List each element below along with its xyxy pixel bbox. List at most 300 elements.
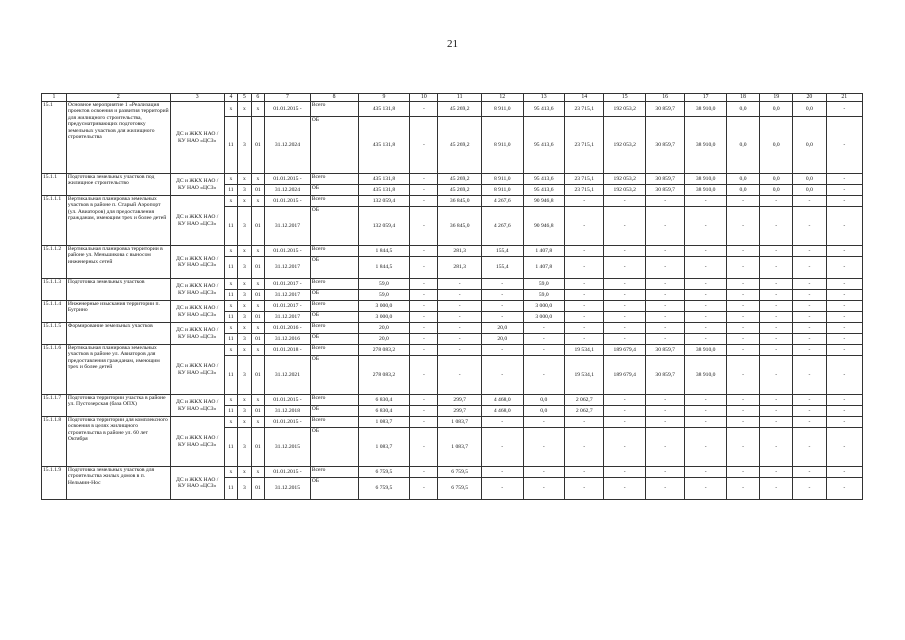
value-cell: - [793, 406, 826, 417]
code-cell: 01 [251, 478, 264, 500]
value-cell: - [565, 207, 604, 246]
value-cell: - [410, 323, 438, 334]
funding-source: ОБ [310, 207, 358, 246]
value-cell: - [726, 279, 759, 290]
period-cell: 31.12.2017 [265, 207, 311, 246]
value-cell: - [760, 312, 793, 323]
table-row [42, 279, 863, 290]
value-cell: - [826, 428, 862, 467]
value-cell: - [481, 478, 523, 500]
value-cell: 19 534,1 [565, 356, 604, 395]
funding-source: ОБ [310, 478, 358, 500]
value-cell: 155,4 [481, 257, 523, 279]
column-header: 6 [251, 94, 264, 102]
code-cell: 11 [224, 257, 237, 279]
value-cell: - [523, 323, 565, 334]
code-cell: 11 [224, 290, 237, 301]
value-cell: 38 910,0 [685, 174, 727, 185]
value-cell: 0,0 [726, 117, 759, 174]
value-cell: - [438, 356, 482, 395]
value-cell: - [685, 290, 727, 301]
value-cell: - [523, 334, 565, 345]
value-cell: - [760, 207, 793, 246]
value-cell: 3 000,0 [523, 301, 565, 312]
period-cell: 31.12.2017 [265, 290, 311, 301]
value-cell: - [645, 334, 684, 345]
funding-source: Всего [310, 301, 358, 312]
value-cell: - [645, 301, 684, 312]
value-cell: - [410, 417, 438, 428]
code-cell: х [238, 345, 251, 356]
table-row [42, 323, 863, 334]
column-header: 5 [238, 94, 251, 102]
value-cell: 38 910,0 [685, 117, 727, 174]
value-cell: - [645, 323, 684, 334]
code-cell: х [224, 345, 237, 356]
value-cell: - [438, 323, 482, 334]
value-cell: 30 859,7 [645, 345, 684, 356]
value-cell: 8 911,0 [481, 102, 523, 117]
value-cell: 281,3 [438, 257, 482, 279]
value-cell: - [685, 417, 727, 428]
value-cell: - [685, 301, 727, 312]
value-cell: - [793, 246, 826, 257]
value-cell: 155,4 [481, 246, 523, 257]
value-cell: - [726, 356, 759, 395]
code-cell: 01 [251, 207, 264, 246]
value-cell: - [826, 301, 862, 312]
value-cell: 192 053,2 [604, 185, 646, 196]
value-cell: - [645, 246, 684, 257]
executor: ДС и ЖКХ НАО / КУ НАО «ЦСЗ» [170, 102, 224, 174]
funding-source: ОБ [310, 185, 358, 196]
value-cell: 23 715,1 [565, 185, 604, 196]
value-cell: 6 830,4 [358, 406, 410, 417]
executor: ДС и ЖКХ НАО / КУ НАО «ЦСЗ» [170, 467, 224, 500]
value-cell: - [726, 207, 759, 246]
activity-name: Подготовка территории участка в районе ул. Пустозерская (база ОПХ) [66, 395, 170, 417]
code-cell: 01 [251, 406, 264, 417]
value-cell: 45 269,2 [438, 102, 482, 117]
value-cell: - [826, 290, 862, 301]
value-cell: - [565, 246, 604, 257]
column-header: 20 [793, 94, 826, 102]
value-cell: - [523, 478, 565, 500]
code-cell: х [251, 467, 264, 478]
value-cell: 192 053,2 [604, 117, 646, 174]
code-cell: 11 [224, 356, 237, 395]
table-row [42, 246, 863, 257]
row-number: 15.1.1.9 [42, 467, 67, 500]
value-cell: 23 715,1 [565, 174, 604, 185]
value-cell: - [410, 185, 438, 196]
code-cell: х [224, 102, 237, 117]
value-cell: - [685, 467, 727, 478]
value-cell: - [726, 428, 759, 467]
value-cell: - [826, 478, 862, 500]
value-cell: 299,7 [438, 395, 482, 406]
row-number: 15.1.1.4 [42, 301, 67, 323]
value-cell: - [410, 102, 438, 117]
value-cell: - [645, 406, 684, 417]
column-header: 10 [410, 94, 438, 102]
value-cell: - [826, 102, 862, 117]
period-cell: 31.12.2018 [265, 406, 311, 417]
value-cell: 192 053,2 [604, 102, 646, 117]
code-cell: х [238, 417, 251, 428]
activity-name: Подготовка земельных участков [66, 279, 170, 301]
value-cell: 278 083,2 [358, 356, 410, 395]
period-cell: 31.12.2015 [265, 428, 311, 467]
code-cell: 11 [224, 428, 237, 467]
value-cell: - [685, 428, 727, 467]
value-cell: - [826, 334, 862, 345]
value-cell: 95 413,6 [523, 117, 565, 174]
code-cell: х [251, 196, 264, 207]
value-cell: - [645, 428, 684, 467]
executor: ДС и ЖКХ НАО / КУ НАО «ЦСЗ» [170, 345, 224, 395]
value-cell: - [410, 312, 438, 323]
value-cell: 435 131,8 [358, 117, 410, 174]
value-cell: 6 759,5 [438, 467, 482, 478]
value-cell: - [604, 417, 646, 428]
value-cell: - [645, 395, 684, 406]
value-cell: 1 083,7 [438, 428, 482, 467]
row-number: 15.1.1.6 [42, 345, 67, 395]
value-cell: 30 859,7 [645, 185, 684, 196]
column-header: 16 [645, 94, 684, 102]
code-cell: х [238, 174, 251, 185]
table-row [42, 395, 863, 406]
value-cell: - [645, 257, 684, 279]
value-cell: - [685, 196, 727, 207]
value-cell: - [410, 428, 438, 467]
value-cell: - [793, 417, 826, 428]
value-cell: - [410, 196, 438, 207]
value-cell: 435 131,8 [358, 185, 410, 196]
value-cell: - [826, 356, 862, 395]
value-cell: - [685, 207, 727, 246]
row-number: 15.1.1.8 [42, 417, 67, 467]
value-cell: - [604, 334, 646, 345]
code-cell: х [224, 323, 237, 334]
code-cell: 3 [238, 356, 251, 395]
code-cell: х [238, 323, 251, 334]
code-cell: 01 [251, 428, 264, 467]
value-cell: 38 910,0 [685, 345, 727, 356]
code-cell: 01 [251, 185, 264, 196]
value-cell: - [760, 323, 793, 334]
value-cell: - [826, 406, 862, 417]
period-cell: 31.12.2024 [265, 117, 311, 174]
value-cell: - [438, 279, 482, 290]
table-row [42, 301, 863, 312]
code-cell: х [224, 246, 237, 257]
code-cell: 11 [224, 117, 237, 174]
code-cell: 3 [238, 428, 251, 467]
column-header: 11 [438, 94, 482, 102]
value-cell: - [565, 279, 604, 290]
value-cell: 1 844,5 [358, 257, 410, 279]
value-cell: - [565, 467, 604, 478]
funding-source: Всего [310, 174, 358, 185]
value-cell: 30 859,7 [645, 102, 684, 117]
code-cell: 01 [251, 290, 264, 301]
period-cell: 01.01.2015 - [265, 395, 311, 406]
funding-source: Всего [310, 246, 358, 257]
value-cell: 1 083,7 [358, 428, 410, 467]
value-cell: - [793, 301, 826, 312]
value-cell: - [410, 334, 438, 345]
funding-source: ОБ [310, 257, 358, 279]
value-cell: - [410, 207, 438, 246]
value-cell: 0,0 [726, 174, 759, 185]
value-cell: - [826, 174, 862, 185]
value-cell: 20,0 [358, 323, 410, 334]
value-cell: 2 062,7 [565, 406, 604, 417]
value-cell: - [726, 345, 759, 356]
value-cell: - [760, 334, 793, 345]
value-cell: - [481, 345, 523, 356]
value-cell: - [410, 246, 438, 257]
value-cell: 23 715,1 [565, 117, 604, 174]
value-cell: 3 000,0 [358, 312, 410, 323]
row-number: 15.1.1 [42, 174, 67, 196]
value-cell: - [410, 174, 438, 185]
value-cell: - [685, 395, 727, 406]
value-cell: - [604, 395, 646, 406]
value-cell: 45 269,2 [438, 185, 482, 196]
value-cell: - [685, 312, 727, 323]
value-cell: 19 534,1 [565, 345, 604, 356]
code-cell: 11 [224, 478, 237, 500]
value-cell: - [604, 323, 646, 334]
value-cell: - [410, 395, 438, 406]
column-header: 9 [358, 94, 410, 102]
value-cell: - [645, 312, 684, 323]
value-cell: - [726, 406, 759, 417]
value-cell: - [726, 312, 759, 323]
value-cell: - [565, 334, 604, 345]
value-cell: - [793, 279, 826, 290]
value-cell: 0,0 [793, 117, 826, 174]
executor: ДС и ЖКХ НАО / КУ НАО «ЦСЗ» [170, 301, 224, 323]
value-cell: - [685, 323, 727, 334]
value-cell: - [645, 279, 684, 290]
code-cell: х [238, 246, 251, 257]
code-cell: 11 [224, 312, 237, 323]
value-cell: - [726, 301, 759, 312]
value-cell: - [523, 417, 565, 428]
value-cell: - [826, 417, 862, 428]
value-cell: - [410, 356, 438, 395]
table-row [42, 467, 863, 478]
value-cell: 30 859,7 [645, 117, 684, 174]
value-cell: - [565, 478, 604, 500]
value-cell: - [565, 312, 604, 323]
value-cell: - [481, 356, 523, 395]
value-cell: - [481, 428, 523, 467]
column-header: 7 [265, 94, 311, 102]
activity-name: Основное мероприятие 1 «Реализация проектов освоения и развития территорий для жилищного строительства, предусматривающих подготовку земельных участков для жилищного строительства [66, 102, 170, 174]
value-cell: 6 759,5 [358, 478, 410, 500]
value-cell: - [760, 395, 793, 406]
activity-name: Вертикальная планировка земельных участков в районе ул. Авиаторов для предоставления гражданам, имеющим трех и более детей [66, 345, 170, 395]
period-cell: 01.01.2017 - [265, 279, 311, 290]
activity-name: Инженерные изыскания территории п. Бугрино [66, 301, 170, 323]
code-cell: 3 [238, 257, 251, 279]
column-header: 19 [760, 94, 793, 102]
column-header: 13 [523, 94, 565, 102]
value-cell: 132 059,4 [358, 196, 410, 207]
value-cell: 4 267,6 [481, 207, 523, 246]
value-cell: - [726, 417, 759, 428]
value-cell: - [826, 117, 862, 174]
activity-name: Вертикальная планировка земельных участков в районе п. Старый Аэропорт (ул. Авиаторов) для предоставления гражданам, имеющим трех и более детей [66, 196, 170, 246]
code-cell: 11 [224, 185, 237, 196]
column-header: 1 [42, 94, 67, 102]
value-cell: 1 844,5 [358, 246, 410, 257]
executor: ДС и ЖКХ НАО / КУ НАО «ЦСЗ» [170, 246, 224, 279]
value-cell: - [726, 196, 759, 207]
header-row [42, 94, 863, 102]
value-cell: 189 679,4 [604, 356, 646, 395]
value-cell: 0,0 [793, 174, 826, 185]
value-cell: 6 759,5 [358, 467, 410, 478]
code-cell: х [224, 467, 237, 478]
value-cell: - [410, 467, 438, 478]
value-cell: 45 269,2 [438, 174, 482, 185]
value-cell: - [685, 257, 727, 279]
value-cell: 95 413,6 [523, 174, 565, 185]
value-cell: - [760, 417, 793, 428]
value-cell: 4 468,0 [481, 406, 523, 417]
value-cell: - [760, 428, 793, 467]
value-cell: - [685, 406, 727, 417]
value-cell: - [604, 279, 646, 290]
value-cell: 299,7 [438, 406, 482, 417]
value-cell: - [481, 301, 523, 312]
funding-source: Всего [310, 196, 358, 207]
period-cell: 31.12.2017 [265, 312, 311, 323]
value-cell: 20,0 [358, 334, 410, 345]
period-cell: 31.12.2021 [265, 356, 311, 395]
period-cell: 01.01.2017 - [265, 301, 311, 312]
value-cell: 59,0 [523, 279, 565, 290]
value-cell: - [604, 290, 646, 301]
code-cell: 3 [238, 478, 251, 500]
code-cell: 01 [251, 117, 264, 174]
code-cell: х [251, 246, 264, 257]
value-cell: - [793, 323, 826, 334]
value-cell: 435 131,8 [358, 174, 410, 185]
value-cell: - [604, 467, 646, 478]
value-cell: 8 911,0 [481, 174, 523, 185]
value-cell: 8 911,0 [481, 185, 523, 196]
code-cell: х [251, 174, 264, 185]
code-cell: х [251, 345, 264, 356]
value-cell: - [481, 290, 523, 301]
column-header: 17 [685, 94, 727, 102]
column-header: 8 [310, 94, 358, 102]
column-header: 3 [170, 94, 224, 102]
value-cell: - [438, 345, 482, 356]
value-cell: - [604, 312, 646, 323]
value-cell: 38 910,0 [685, 102, 727, 117]
column-header: 18 [726, 94, 759, 102]
value-cell: - [410, 290, 438, 301]
value-cell: - [760, 246, 793, 257]
funding-source: ОБ [310, 428, 358, 467]
executor: ДС и ЖКХ НАО / КУ НАО «ЦСЗ» [170, 323, 224, 345]
value-cell: - [645, 207, 684, 246]
column-header: 4 [224, 94, 237, 102]
funding-source: Всего [310, 102, 358, 117]
value-cell: - [793, 257, 826, 279]
value-cell: 23 715,1 [565, 102, 604, 117]
value-cell: 0,0 [760, 185, 793, 196]
value-cell: - [760, 406, 793, 417]
value-cell: - [645, 417, 684, 428]
value-cell: - [604, 196, 646, 207]
value-cell: - [410, 279, 438, 290]
value-cell: 1 083,7 [358, 417, 410, 428]
code-cell: х [251, 279, 264, 290]
row-number: 15.1.1.7 [42, 395, 67, 417]
value-cell: - [438, 312, 482, 323]
value-cell: 59,0 [358, 290, 410, 301]
value-cell: - [604, 257, 646, 279]
activity-name: Подготовка территории для комплексного освоения в целях жилищного строительства в районе ул. 60 лет Октября [66, 417, 170, 467]
value-cell: - [793, 196, 826, 207]
value-cell: - [685, 334, 727, 345]
row-number: 15.1 [42, 102, 67, 174]
period-cell: 31.12.2024 [265, 185, 311, 196]
code-cell: х [224, 301, 237, 312]
table-row [42, 196, 863, 207]
code-cell: х [251, 102, 264, 117]
value-cell: 3 000,0 [358, 301, 410, 312]
value-cell: 1 083,7 [438, 417, 482, 428]
value-cell: - [438, 290, 482, 301]
value-cell: - [438, 334, 482, 345]
value-cell: 2 062,7 [565, 395, 604, 406]
value-cell: - [645, 478, 684, 500]
column-header: 21 [826, 94, 862, 102]
column-header: 14 [565, 94, 604, 102]
code-cell: х [224, 174, 237, 185]
funding-source: Всего [310, 323, 358, 334]
period-cell: 01.01.2015 - [265, 417, 311, 428]
value-cell: - [826, 257, 862, 279]
value-cell: 1 407,8 [523, 246, 565, 257]
value-cell: - [410, 257, 438, 279]
value-cell: - [826, 196, 862, 207]
period-cell: 31.12.2015 [265, 478, 311, 500]
value-cell: 30 859,7 [645, 356, 684, 395]
code-cell: х [238, 196, 251, 207]
value-cell: 0,0 [760, 117, 793, 174]
executor: ДС и ЖКХ НАО / КУ НАО «ЦСЗ» [170, 417, 224, 467]
value-cell: - [793, 478, 826, 500]
table-row [42, 102, 863, 117]
value-cell: - [523, 467, 565, 478]
value-cell: - [793, 290, 826, 301]
code-cell: 3 [238, 406, 251, 417]
value-cell: - [645, 196, 684, 207]
value-cell: - [726, 323, 759, 334]
page-number: 21 [447, 38, 458, 50]
